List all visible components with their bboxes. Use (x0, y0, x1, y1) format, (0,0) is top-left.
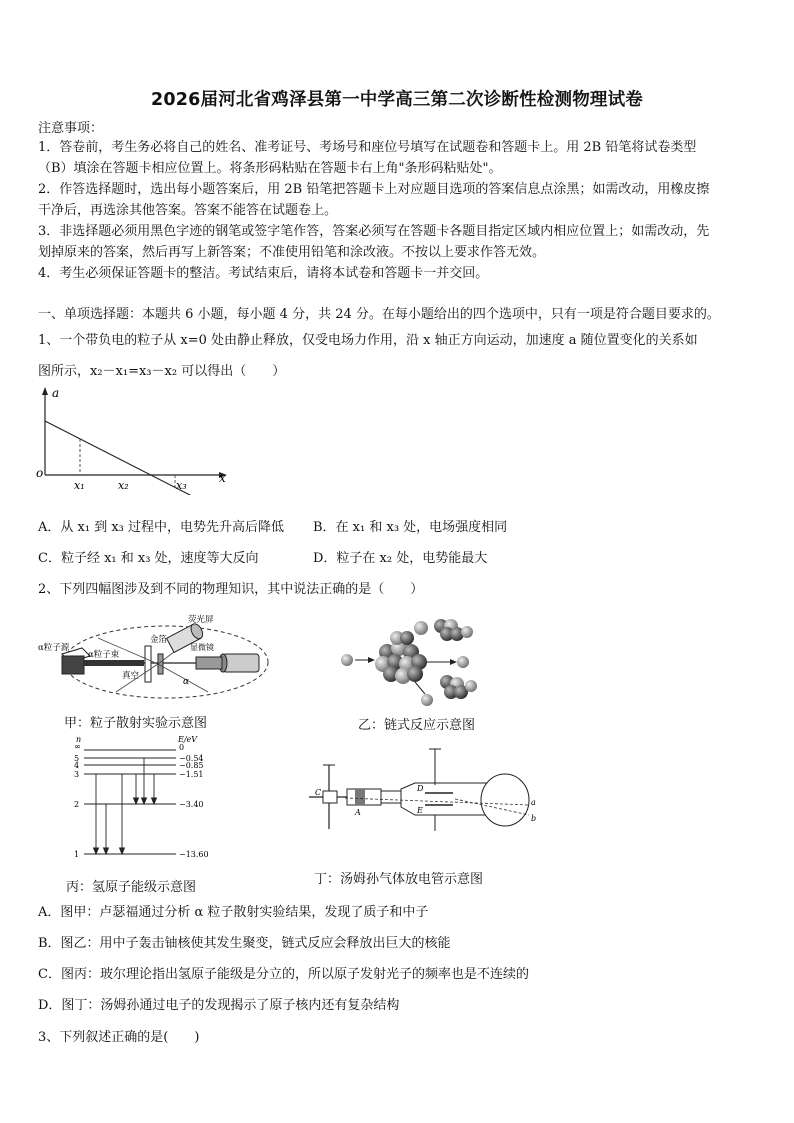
q1-option-a: A．从 x₁ 到 x₃ 过程中，电势先升高后降低 (38, 520, 285, 535)
graph-tick-x3: x₃ (176, 479, 187, 492)
q1-option-d: D．粒子在 x₂ 处，电势能最大 (313, 551, 488, 566)
q1-option-b: B．在 x₁ 和 x₃ 处，电场强度相同 (313, 520, 508, 535)
label-micro: 显微镜 (190, 643, 214, 652)
notice-line: （B）填涂在答题卡相应位置上。将条形码粘贴在答题卡右上角"条形码粘贴处"。 (38, 161, 502, 176)
label-a: A (355, 808, 361, 817)
svg-text:4: 4 (74, 761, 80, 770)
svg-text:2: 2 (74, 800, 80, 809)
q1-graph (30, 385, 235, 495)
section-heading: 一、单项选择题：本题共 6 小题，每小题 4 分，共 24 分。在每小题给出的四个选项中，只有一项是符合题目要求的。 (38, 307, 720, 322)
notice-line: 划掉原来的答案，然后再写上新答案；不准使用铅笔和涂改液。不按以上要求作答无效。 (38, 245, 546, 260)
q2-option-d: D．图丁：汤姆孙通过电子的发现揭示了原子核内还有复杂结构 (38, 998, 400, 1013)
fig-chain-reaction (335, 612, 495, 712)
transition-arrows (94, 758, 157, 854)
graph-tick-x2: x₂ (118, 479, 129, 492)
label-screen: 荧光屏 (188, 615, 214, 625)
graph-tick-x1: x₁ (74, 479, 85, 492)
notice-heading: 注意事项： (38, 121, 104, 136)
svg-text:3: 3 (74, 770, 80, 779)
label-e: E (417, 806, 423, 815)
q1-stem: 1、一个带负电的粒子从 x=0 处由静止释放，仅受电场力作用，沿 x 轴正方向运动，加速度 a 随位置变化的关系如 (38, 333, 698, 348)
fig-energy-levels (62, 733, 232, 863)
fig-bing-caption: 丙：氢原子能级示意图 (66, 880, 197, 895)
label-pb: b (531, 814, 537, 823)
notice-line: 3．非选择题必须用黑色字迹的钢笔或签字笔作答，答案必须写在答题卡各题目指定区域内相应位置上；如需改动，先 (38, 224, 710, 239)
fig-yi-caption: 乙：链式反应示意图 (358, 718, 476, 733)
svg-text:0: 0 (179, 743, 185, 752)
svg-text:5: 5 (74, 754, 80, 763)
q2-stem: 2、下列四幅图涉及到不同的物理知识，其中说法正确的是（ ） (38, 582, 424, 597)
label-vacuum: 真空 (122, 671, 140, 681)
level-lines (84, 750, 176, 854)
level-e-labels (179, 743, 209, 859)
graph-origin-label: o (36, 466, 44, 480)
label-alpha: α (183, 677, 190, 687)
label-beam: α粒子束 (88, 650, 120, 660)
q1-stem: 图所示，x₂－x₁=x₃－x₂ 可以得出（ ） (38, 364, 286, 379)
q1-option-c: C．粒子经 x₁ 和 x₃ 处，速度等大反向 (38, 551, 259, 566)
svg-text:−13.60: −13.60 (179, 850, 209, 859)
label-foil: 金箔 (150, 635, 168, 645)
q3-stem: 3、下列叙述正确的是( ) (38, 1030, 200, 1045)
fig-discharge-tube (305, 745, 545, 835)
notice-line: 干净后，再选涂其他答案。答案不能答在试题卷上。 (38, 203, 338, 218)
q2-option-b: B．图乙：用中子轰击铀核使其发生聚变，链式反应会释放出巨大的核能 (38, 936, 451, 951)
svg-text:−1.51: −1.51 (179, 770, 204, 779)
q2-option-c: C．图丙：玻尔理论指出氢原子能级是分立的，所以原子发射光子的频率也是不连续的 (38, 967, 529, 982)
label-d: D (417, 784, 424, 793)
label-source: α粒子源 (38, 643, 70, 653)
notice-line: 2．作答选择题时，选出每小题答案后，用 2B 铅笔把答题卡上对应题目选项的答案信息点涂黑；如需改动，用橡皮擦 (38, 182, 710, 197)
fig-jia-caption: 甲：粒子散射实验示意图 (64, 716, 208, 731)
svg-text:−0.54: −0.54 (179, 754, 204, 763)
fig-ding-caption: 丁：汤姆孙气体放电管示意图 (314, 872, 484, 887)
svg-text:−3.40: −3.40 (179, 800, 204, 809)
fig-alpha-scattering (38, 612, 273, 707)
graph-a-label: a (52, 386, 60, 400)
svg-text:1: 1 (74, 850, 80, 859)
svg-text:∞: ∞ (74, 742, 81, 751)
page-title: 2026届河北省鸡泽县第一中学高三第二次诊断性检测物理试卷 (150, 90, 643, 110)
label-c: C (315, 788, 322, 797)
notice-line: 1．答卷前，考生务必将自己的姓名、准考证号、考场号和座位号填写在试题卷和答题卡上。用 2B 铅笔将试卷类型 (38, 140, 697, 155)
graph-x-label: x (219, 471, 226, 485)
level-n-labels (74, 742, 81, 859)
notice-line: 4．考生必须保证答题卡的整洁。考试结束后，请将本试卷和答题卡一并交回。 (38, 266, 489, 281)
label-pa: a (531, 798, 536, 807)
svg-text:−0.85: −0.85 (179, 761, 204, 770)
axis-n: n (76, 735, 82, 744)
axis-e: E/eV (178, 735, 198, 744)
q2-option-a: A．图甲：卢瑟福通过分析 α 粒子散射实验结果，发现了质子和中子 (38, 905, 429, 920)
